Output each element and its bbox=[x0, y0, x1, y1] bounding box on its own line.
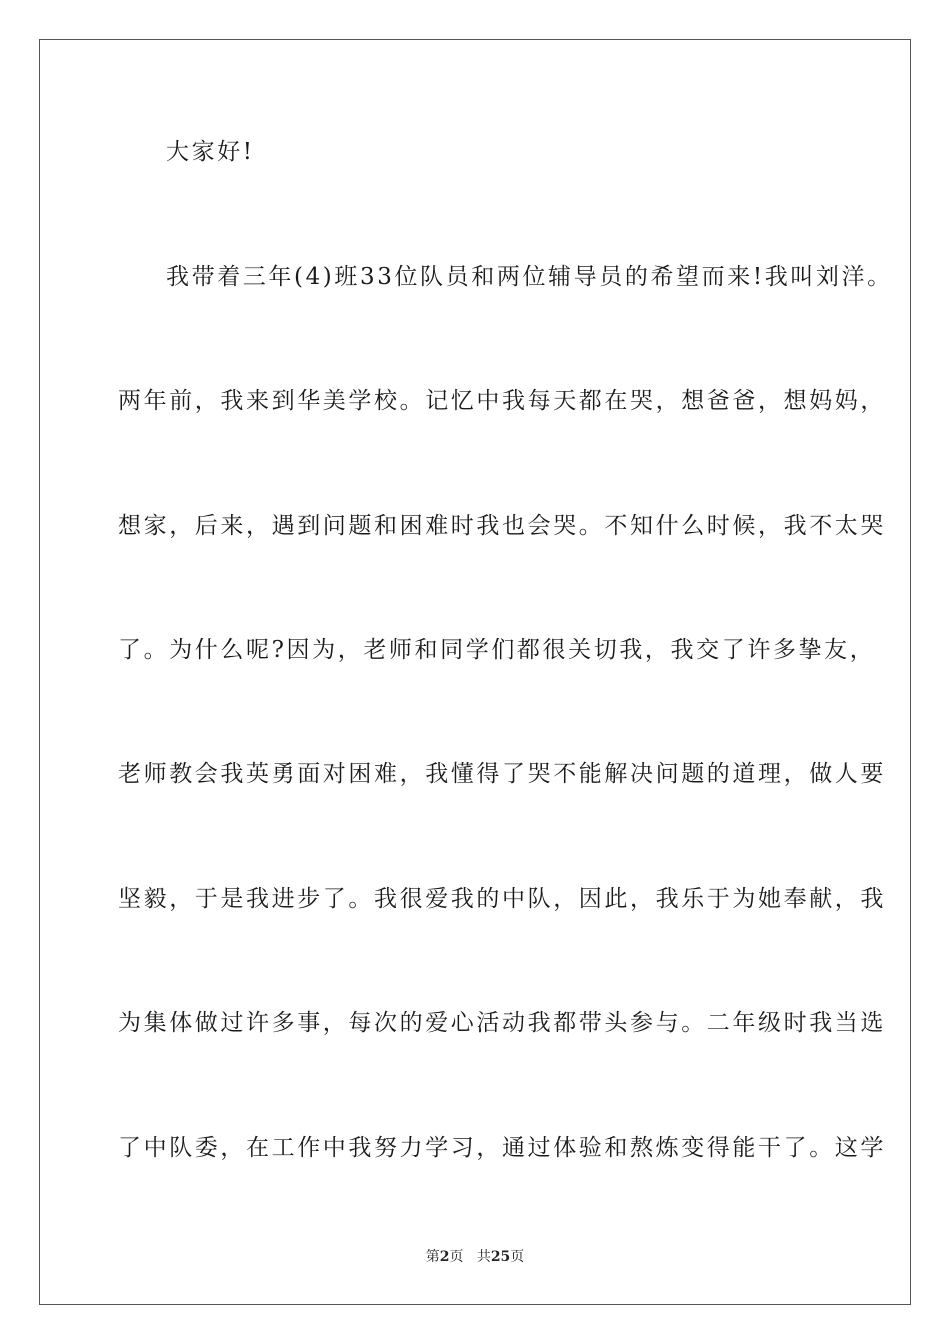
paragraph-line-7: 为集体做过许多事，每次的爱心活动我都带头参与。二年级时我当选 bbox=[118, 1010, 886, 1036]
page-suffix: 页 bbox=[449, 1249, 464, 1265]
paragraph-line-8: 了中队委，在工作中我努力学习，通过体验和熬炼变得能干了。这学 bbox=[118, 1135, 886, 1161]
paragraph-line-4: 了。为什么呢?因为，老师和同学们都很关切我，我交了许多挚友， bbox=[118, 637, 876, 663]
paragraph-line-2: 两年前，我来到华美学校。记忆中我每天都在哭，想爸爸，想妈妈， bbox=[118, 388, 886, 414]
greeting-line: 大家好! bbox=[166, 139, 255, 165]
paragraph-line-3: 想家，后来，遇到问题和困难时我也会哭。不知什么时候，我不太哭 bbox=[118, 513, 886, 539]
page-footer bbox=[0, 1247, 950, 1267]
paragraph-line-6: 坚毅，于是我进步了。我很爱我的中队，因此，我乐于为她奉献，我 bbox=[118, 886, 886, 912]
page-number: 2 bbox=[439, 1249, 450, 1265]
total-suffix: 页 bbox=[510, 1249, 525, 1265]
total-pages: 25 bbox=[490, 1249, 511, 1265]
paragraph-line-5: 老师教会我英勇面对困难，我懂得了哭不能解决问题的道理，做人要 bbox=[118, 761, 886, 787]
total-prefix: 共 bbox=[476, 1249, 491, 1265]
paragraph-line-1: 我带着三年(4)班33位队员和两位辅导员的希望而来!我叫刘洋。 bbox=[166, 264, 893, 290]
page-border bbox=[39, 39, 911, 1305]
page-prefix: 第 bbox=[425, 1249, 440, 1265]
